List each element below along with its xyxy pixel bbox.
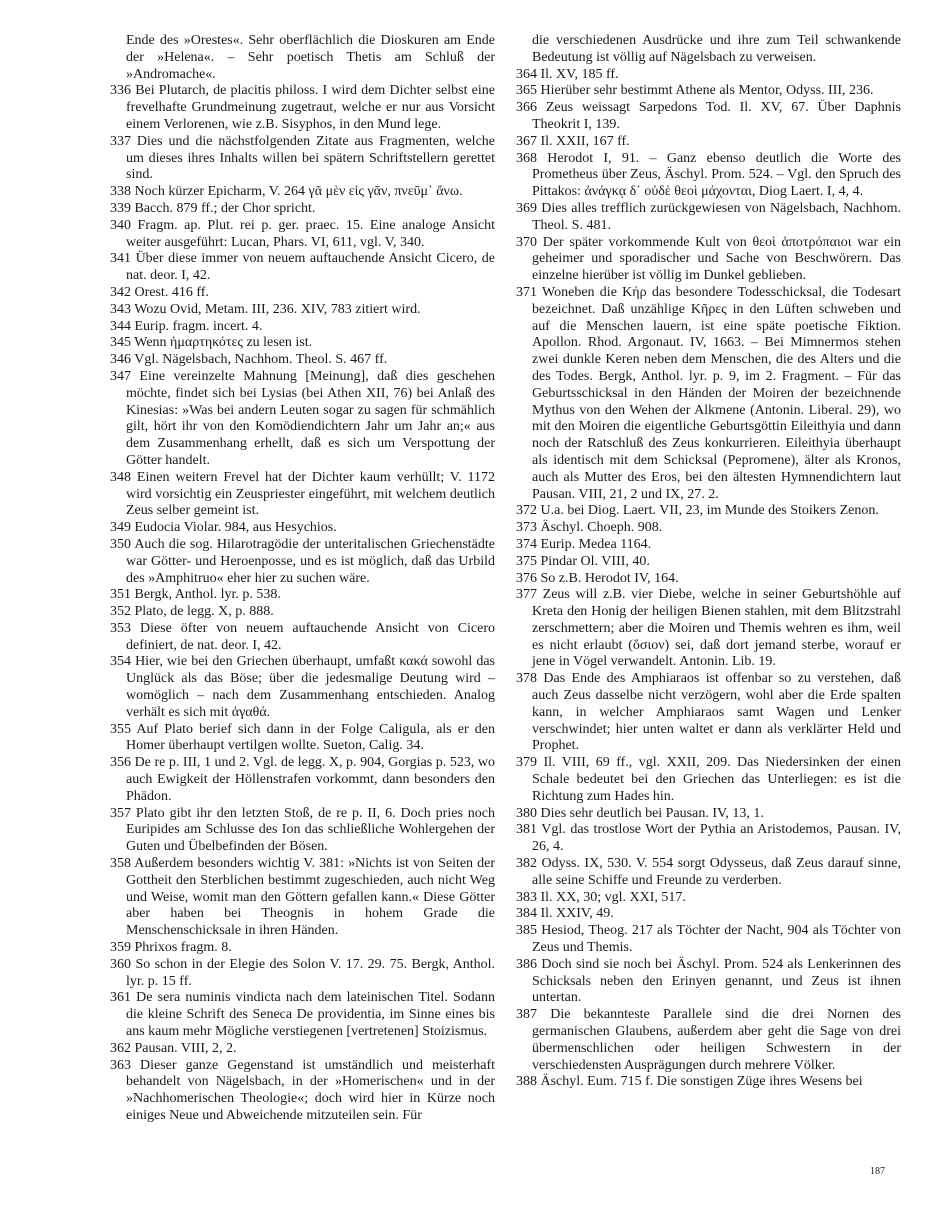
footnote-text: Herodot I, 91. – Ganz ebenso deutlich die Worte des Prometheus über Zeus, Äschyl. Prom. 524. – Vgl. den Spruch des Pittakos: ἀνάγκᾳ δ᾽ οὐδὲ θεοὶ μάχονται, Diog Laert. I, 4, 4. xyxy=(532,150,902,200)
footnote-number: 383 xyxy=(516,889,537,905)
footnote-text: Der später vorkommende Kult von θεοὶ ἀποτρόπαιοι war ein geheimer und sporadischer und Sache von Beschwörern. Das einzelne hierüber ist völlig im Dunkel geblieben. xyxy=(532,234,901,284)
footnote-number: 351 xyxy=(110,587,131,603)
footnote-number: 366 xyxy=(516,100,537,116)
footnote-number: 385 xyxy=(516,923,537,939)
footnote-number: 375 xyxy=(516,553,537,569)
footnote xyxy=(110,806,495,856)
footnote-number: 340 xyxy=(110,217,131,233)
footnote-number: 344 xyxy=(110,318,131,334)
page-number: 187 xyxy=(870,1166,885,1177)
footnote-text: Woneben die Κήρ das besondere Todesschicksal, die Todesart bezeichnet. Daß unzählige Κῆρες in den Lüften schweben und auf die Menschen lauern, ist eine späte poetische Fiktion. Apollon. Rhod. Argonaut. IV, 1663. – Bei Mimnermos stehen zwei dunkle Keren neben dem Menschen, die des Alters und die des Todes. Bergk, Anthol. lyr. p. 9, im 2. Fragment. – Für das Geburtsschicksal in den Händen der Moiren der bezeichnende Mythus von den Wehen der Alkmene (Antonin. Liberal. 29), wo mit den Moiren die eigentliche Geburtsgöttin Eileithyia und dann noch der Ratschluß des Zeus konkurrieren. Eileithyia überhaupt als identisch mit dem Schicksal (Pepromene), älter als Kronos, auch als Mutter des Eros, bei den ältesten Hymnendichtern laut Pausan. VIII, 21, 2 und IX, 27. 2. xyxy=(532,284,901,502)
footnote-number: 376 xyxy=(516,570,537,586)
footnote-text: So z.B. Herodot IV, 164. xyxy=(540,570,679,586)
footnote xyxy=(110,201,495,218)
footnote-text: Il. XX, 30; vgl. XXI, 517. xyxy=(540,889,686,905)
footnote xyxy=(110,251,495,285)
footnote-number: 372 xyxy=(516,503,537,519)
footnote-text: Plato gibt ihr den letzten Stoß, de re p. II, 6. Doch pries noch Euripides am Schlusse des Ion das schließliche Wohlergehen der Guten und Übelbefinden der Bösen. xyxy=(126,805,496,855)
footnote-number: 349 xyxy=(110,520,131,536)
footnote-text: Auch die sog. Hilarotragödie der unteritalischen Griechenstädte war Götter- und Heroenposse, und es ist möglich, daß das Urbild des »Amphitruo« eher hier zu suchen wäre. xyxy=(126,536,496,586)
footnote xyxy=(516,890,901,907)
footnote-number: 339 xyxy=(110,200,131,216)
footnote-number: 380 xyxy=(516,805,537,821)
footnote xyxy=(516,554,901,571)
footnote-text: Pausan. VIII, 2, 2. xyxy=(134,1040,237,1056)
footnote xyxy=(516,1007,901,1074)
footnote-text: Eudocia Violar. 984, aus Hesychios. xyxy=(134,520,337,536)
footnote xyxy=(516,755,901,805)
footnote-text: Äschyl. Eum. 715 f. Die sonstigen Züge ihres Wesens bei xyxy=(540,1074,863,1090)
footnote xyxy=(516,822,901,856)
footnote-text: Odyss. IX, 530. V. 554 sorgt Odysseus, daß Zeus darauf sinne, alle seine Schiffe und Freunde zu verderben. xyxy=(532,856,902,888)
footnote xyxy=(516,671,901,755)
footnote xyxy=(110,83,495,133)
footnote-number: 388 xyxy=(516,1074,537,1090)
footnote-text: Hier, wie bei den Griechen überhaupt, umfaßt κακά sowohl das Unglück als das Böse; über die jedesmalige Deutung wird – womöglich – nach dem Zusammenhang entschieden. Analog verhält es sich mit ἀγαθά. xyxy=(126,654,495,720)
footnote-text: Die bekannteste Parallele sind die drei Nornen des germanischen Glaubens, außerdem aber geht die Sage von drei übermenschlichen oder heiligen Schwestern in der verschiedensten Ausprägungen durch mehrere Völker. xyxy=(532,1007,901,1073)
footnote-number: 377 xyxy=(516,587,537,603)
footnote xyxy=(516,923,901,957)
footnote-text: die verschiedenen Ausdrücke und ihre zum Teil schwankende Bedeutung ist völlig auf Nägelsbach zu verweisen. xyxy=(532,33,901,65)
footnote xyxy=(110,285,495,302)
footnote-number: 384 xyxy=(516,906,537,922)
footnote xyxy=(516,67,901,84)
footnote xyxy=(516,151,901,201)
footnote-number: 365 xyxy=(516,83,537,99)
footnote-text: Außerdem besonders wichtig V. 381: »Nichts ist von Seiten der Gottheit den Sterblichen bestimmt zugeschieden, auch nicht Weg und Weise, womit man den Göttern gefallen kann.« Diese Götter aber haben bei Theognis in hohem Grade die Menschenschicksale in ihren Händen. xyxy=(126,856,495,939)
footnote-number: 353 xyxy=(110,620,131,636)
footnote xyxy=(516,520,901,537)
footnote xyxy=(516,537,901,554)
footnote-text: Fragm. ap. Plut. rei p. ger. praec. 15. Eine analoge Ansicht weiter ausgeführt: Lucan, Phars. VI, 611, vgl. V, 340. xyxy=(126,217,495,250)
footnote xyxy=(110,537,495,587)
footnote xyxy=(516,571,901,588)
footnote-text: Dies alles trefflich zurückgewiesen von Nägelsbach, Nachhom. Theol. S. 481. xyxy=(532,200,902,233)
footnote xyxy=(516,235,901,285)
footnotes-right-column xyxy=(516,33,901,1091)
footnote-text: Bei Plutarch, de placitis philoss. I wird dem Dichter selbst eine frevelhafte Grundmeinung zugetraut, welche er nur aus Vorsicht einem Verlorenen, wie z.B. Sisyphos, in den Mund lege. xyxy=(126,83,495,132)
footnote-text: Über diese immer von neuem auftauchende Ansicht Cicero, de nat. deor. I, 42. xyxy=(126,251,496,284)
footnote-text: Ende des »Orestes«. Sehr oberflächlich die Dioskuren am Ende der »Helena«. – Sehr poetisch Thetis am Schluß der »Andromache«. xyxy=(126,33,495,82)
footnote-text: Dieser ganze Gegenstand ist umständlich und meisterhaft behandelt von Nägelsbach, in der »Homerischen« und in der »Nachhomerischen Theologie«; doch wird hier in Kürze noch einiges Neue und Abweichende mitzuteilen sein. Für xyxy=(126,1057,496,1123)
footnote-text: So schon in der Elegie des Solon V. 17. 29. 75. Bergk, Anthol. lyr. p. 15 ff. xyxy=(126,956,495,989)
footnote-number: 386 xyxy=(516,956,537,972)
footnote-text: Orest. 416 ff. xyxy=(134,284,209,300)
footnote-text: Eurip. fragm. incert. 4. xyxy=(134,318,263,334)
footnote-number: 359 xyxy=(110,940,131,956)
footnote xyxy=(516,285,901,503)
footnote-text: Eine vereinzelte Mahnung [Meinung], daß dies geschehen möchte, findet sich bei Lysias (bei Athen XII, 76) bei Anlaß des Kinesias: »Was bei andern Leuten sogar zu sagen für schmählich gilt, hört ihr von den Komödiendichtern Jahr um Jahr an;« aus dem Zusammenhang erhellt, daß es sich um Verspottung der Götter handelt. xyxy=(126,368,495,468)
footnote xyxy=(110,1058,495,1125)
footnote-text: Pindar Ol. VIII, 40. xyxy=(540,553,650,569)
footnote xyxy=(516,806,901,823)
footnote xyxy=(110,470,495,520)
footnote-number: 370 xyxy=(516,234,537,250)
footnote-text: Hesiod, Theog. 217 als Töchter der Nacht, 904 als Töchter von Zeus und Themis. xyxy=(532,923,902,956)
footnote xyxy=(110,940,495,957)
footnote-text: Dies sehr deutlich bei Pausan. IV, 13, 1. xyxy=(540,805,764,821)
footnote-text: Il. XXIV, 49. xyxy=(540,906,614,922)
footnote-text: Dies und die nächstfolgenden Zitate aus Fragmenten, welche um dieses ihres Inhalts willen bei spätern Schriftstellern gerettet sind. xyxy=(126,133,495,183)
footnote xyxy=(110,755,495,805)
footnote xyxy=(516,906,901,923)
footnote-number: 373 xyxy=(516,520,537,536)
footnote-number: 369 xyxy=(516,200,537,216)
footnote xyxy=(110,957,495,991)
footnote-text: Hierüber sehr bestimmt Athene als Mentor, Odyss. III, 236. xyxy=(540,83,874,99)
footnote-number: 350 xyxy=(110,536,131,552)
footnote-text: Doch sind sie noch bei Äschyl. Prom. 524 als Lenkerinnen des Schicksals neben den Erinyen genannt, und Zeus ist ihnen untertan. xyxy=(532,956,902,1006)
footnote-number: 345 xyxy=(110,335,131,351)
footnote-text: Wenn ἡμαρτηκότες zu lesen ist. xyxy=(134,335,313,351)
footnote xyxy=(110,319,495,336)
footnote xyxy=(110,33,495,83)
footnote-text: Vgl. das trostlose Wort der Pythia an Aristodemos, Pausan. IV, 26, 4. xyxy=(532,822,901,855)
footnote xyxy=(110,134,495,184)
footnote-text: Bacch. 879 ff.; der Chor spricht. xyxy=(134,200,316,216)
footnote xyxy=(110,218,495,252)
footnote-text: Eurip. Medea 1164. xyxy=(540,536,652,552)
footnote-number: 362 xyxy=(110,1040,131,1056)
footnote xyxy=(110,1041,495,1058)
footnote xyxy=(110,604,495,621)
footnote xyxy=(110,302,495,319)
footnote-text: Il. XV, 185 ff. xyxy=(540,66,619,82)
footnote xyxy=(516,100,901,134)
footnote xyxy=(516,503,901,520)
footnote xyxy=(516,134,901,151)
footnote-number: 379 xyxy=(516,755,537,771)
footnote-text: Phrixos fragm. 8. xyxy=(134,940,232,956)
footnote xyxy=(110,722,495,756)
footnote-number: 374 xyxy=(516,536,537,552)
footnote-number: 358 xyxy=(110,856,131,872)
footnote-text: U.a. bei Diog. Laert. VII, 23, im Munde des Stoikers Zenon. xyxy=(540,503,879,519)
footnote xyxy=(516,83,901,100)
footnotes-left-column xyxy=(110,33,495,1125)
footnote xyxy=(516,33,901,67)
footnote-text: Wozu Ovid, Metam. III, 236. XIV, 783 zitiert wird. xyxy=(134,301,421,317)
footnote-number: 361 xyxy=(110,990,131,1006)
footnote-text: Noch kürzer Epicharm, V. 264 γᾶ μὲν εἰς γᾶν, πνεῦμ᾽ ἄνω. xyxy=(134,184,463,200)
footnote-number: 337 xyxy=(110,133,131,149)
footnote-number: 360 xyxy=(110,956,131,972)
footnote-text: Einen weitern Frevel hat der Dichter kaum verhüllt; V. 1172 wird vorsichtig ein Zeuspriester eingeführt, mit welchem deutlich Zeus selber gemeint ist. xyxy=(126,469,495,519)
footnote-number: 348 xyxy=(110,469,131,485)
footnote-number: 356 xyxy=(110,755,131,771)
footnote xyxy=(110,990,495,1040)
footnote-number: 355 xyxy=(110,721,131,737)
footnote-number: 354 xyxy=(110,654,131,670)
footnote-text: Das Ende des Amphiaraos ist offenbar so zu verstehen, daß auch Zeus dasselbe nicht verzögern, wohl aber die Erde spalten kann, in welcher Amphiaraos samt Wagen und Lenker verschwindet; hier unten waltet er dann als verklärter Held und Prophet. xyxy=(532,671,901,754)
footnote xyxy=(110,587,495,604)
footnote xyxy=(516,201,901,235)
footnote xyxy=(110,654,495,721)
footnote-number: 371 xyxy=(516,284,537,300)
footnote xyxy=(516,856,901,890)
footnote-text: De re p. III, 1 und 2. Vgl. de legg. X, p. 904, Gorgias p. 523, wo auch Ewigkeit der Höllenstrafen vorkommt, dann besonders den Phädon. xyxy=(126,755,496,804)
footnote xyxy=(110,621,495,655)
footnote xyxy=(110,856,495,940)
footnote-number: 367 xyxy=(516,133,537,149)
footnote-number: 368 xyxy=(516,150,537,166)
footnote-text: Bergk, Anthol. lyr. p. 538. xyxy=(134,587,281,603)
footnote-number: 382 xyxy=(516,856,537,872)
footnote-text: Auf Plato berief sich dann in der Folge Caligula, als er den Homer überhaupt vertilgen wollte. Sueton, Calig. 34. xyxy=(126,721,495,754)
footnote-number: 352 xyxy=(110,604,131,620)
footnote-number: 363 xyxy=(110,1057,131,1073)
footnote-text: Zeus weissagt Sarpedons Tod. Il. XV, 67. Über Daphnis Theokrit I, 139. xyxy=(532,100,901,132)
footnote xyxy=(110,335,495,352)
footnote-number: 378 xyxy=(516,671,537,687)
footnote-text: Zeus will z.B. vier Diebe, welche in seiner Geburtshöhle auf Kreta den Honig der heiligen Bienen stahlen, mit dem Blitzstrahl zerschmettern; aber die Moiren und Themis wehren es ihm, weil es nicht erlaubt (ὅσιον) sei, daß dort jemand sterbe, worauf er jene in Vögel verwandelt. Antonin. Lib. 19. xyxy=(532,587,901,670)
footnote xyxy=(516,957,901,1007)
footnote xyxy=(516,1074,901,1091)
footnote xyxy=(110,352,495,369)
footnote-number: 364 xyxy=(516,66,537,82)
footnote-number: 347 xyxy=(110,368,131,384)
footnote-number: 346 xyxy=(110,352,131,368)
footnote-number: 387 xyxy=(516,1007,537,1023)
footnote-number: 336 xyxy=(110,83,131,99)
footnote-text: Il. VIII, 69 ff., vgl. XXII, 209. Das Niedersinken der einen Schale bedeutet bei den Griechen das Unterliegen: es ist die Richtung zum Hades hin. xyxy=(532,755,901,804)
footnote-text: Äschyl. Choeph. 908. xyxy=(540,520,663,536)
footnote xyxy=(110,184,495,201)
footnote xyxy=(110,520,495,537)
footnote-number: 343 xyxy=(110,301,131,317)
footnote-text: De sera numinis vindicta nach dem lateinischen Titel. Sodann die kleine Schrift des Seneca De providentia, im Sinne eines bis ans kaum mehr Mögliche verstiegenen [vertretenen] Stoizismus. xyxy=(126,990,495,1040)
footnote xyxy=(516,587,901,671)
footnote xyxy=(110,369,495,470)
footnote-number: 381 xyxy=(516,822,537,838)
footnote-number: 341 xyxy=(110,251,131,267)
footnote-number: 342 xyxy=(110,284,131,300)
footnote-text: Diese öfter von neuem auftauchende Ansicht von Cicero definiert, de nat. deor. I, 42. xyxy=(126,620,496,653)
footnote-number: 357 xyxy=(110,805,131,821)
footnote-text: Il. XXII, 167 ff. xyxy=(540,133,630,149)
footnote-number: 338 xyxy=(110,184,131,200)
footnote-text: Vgl. Nägelsbach, Nachhom. Theol. S. 467 ff. xyxy=(134,352,388,368)
footnote-text: Plato, de legg. X, p. 888. xyxy=(134,604,274,620)
